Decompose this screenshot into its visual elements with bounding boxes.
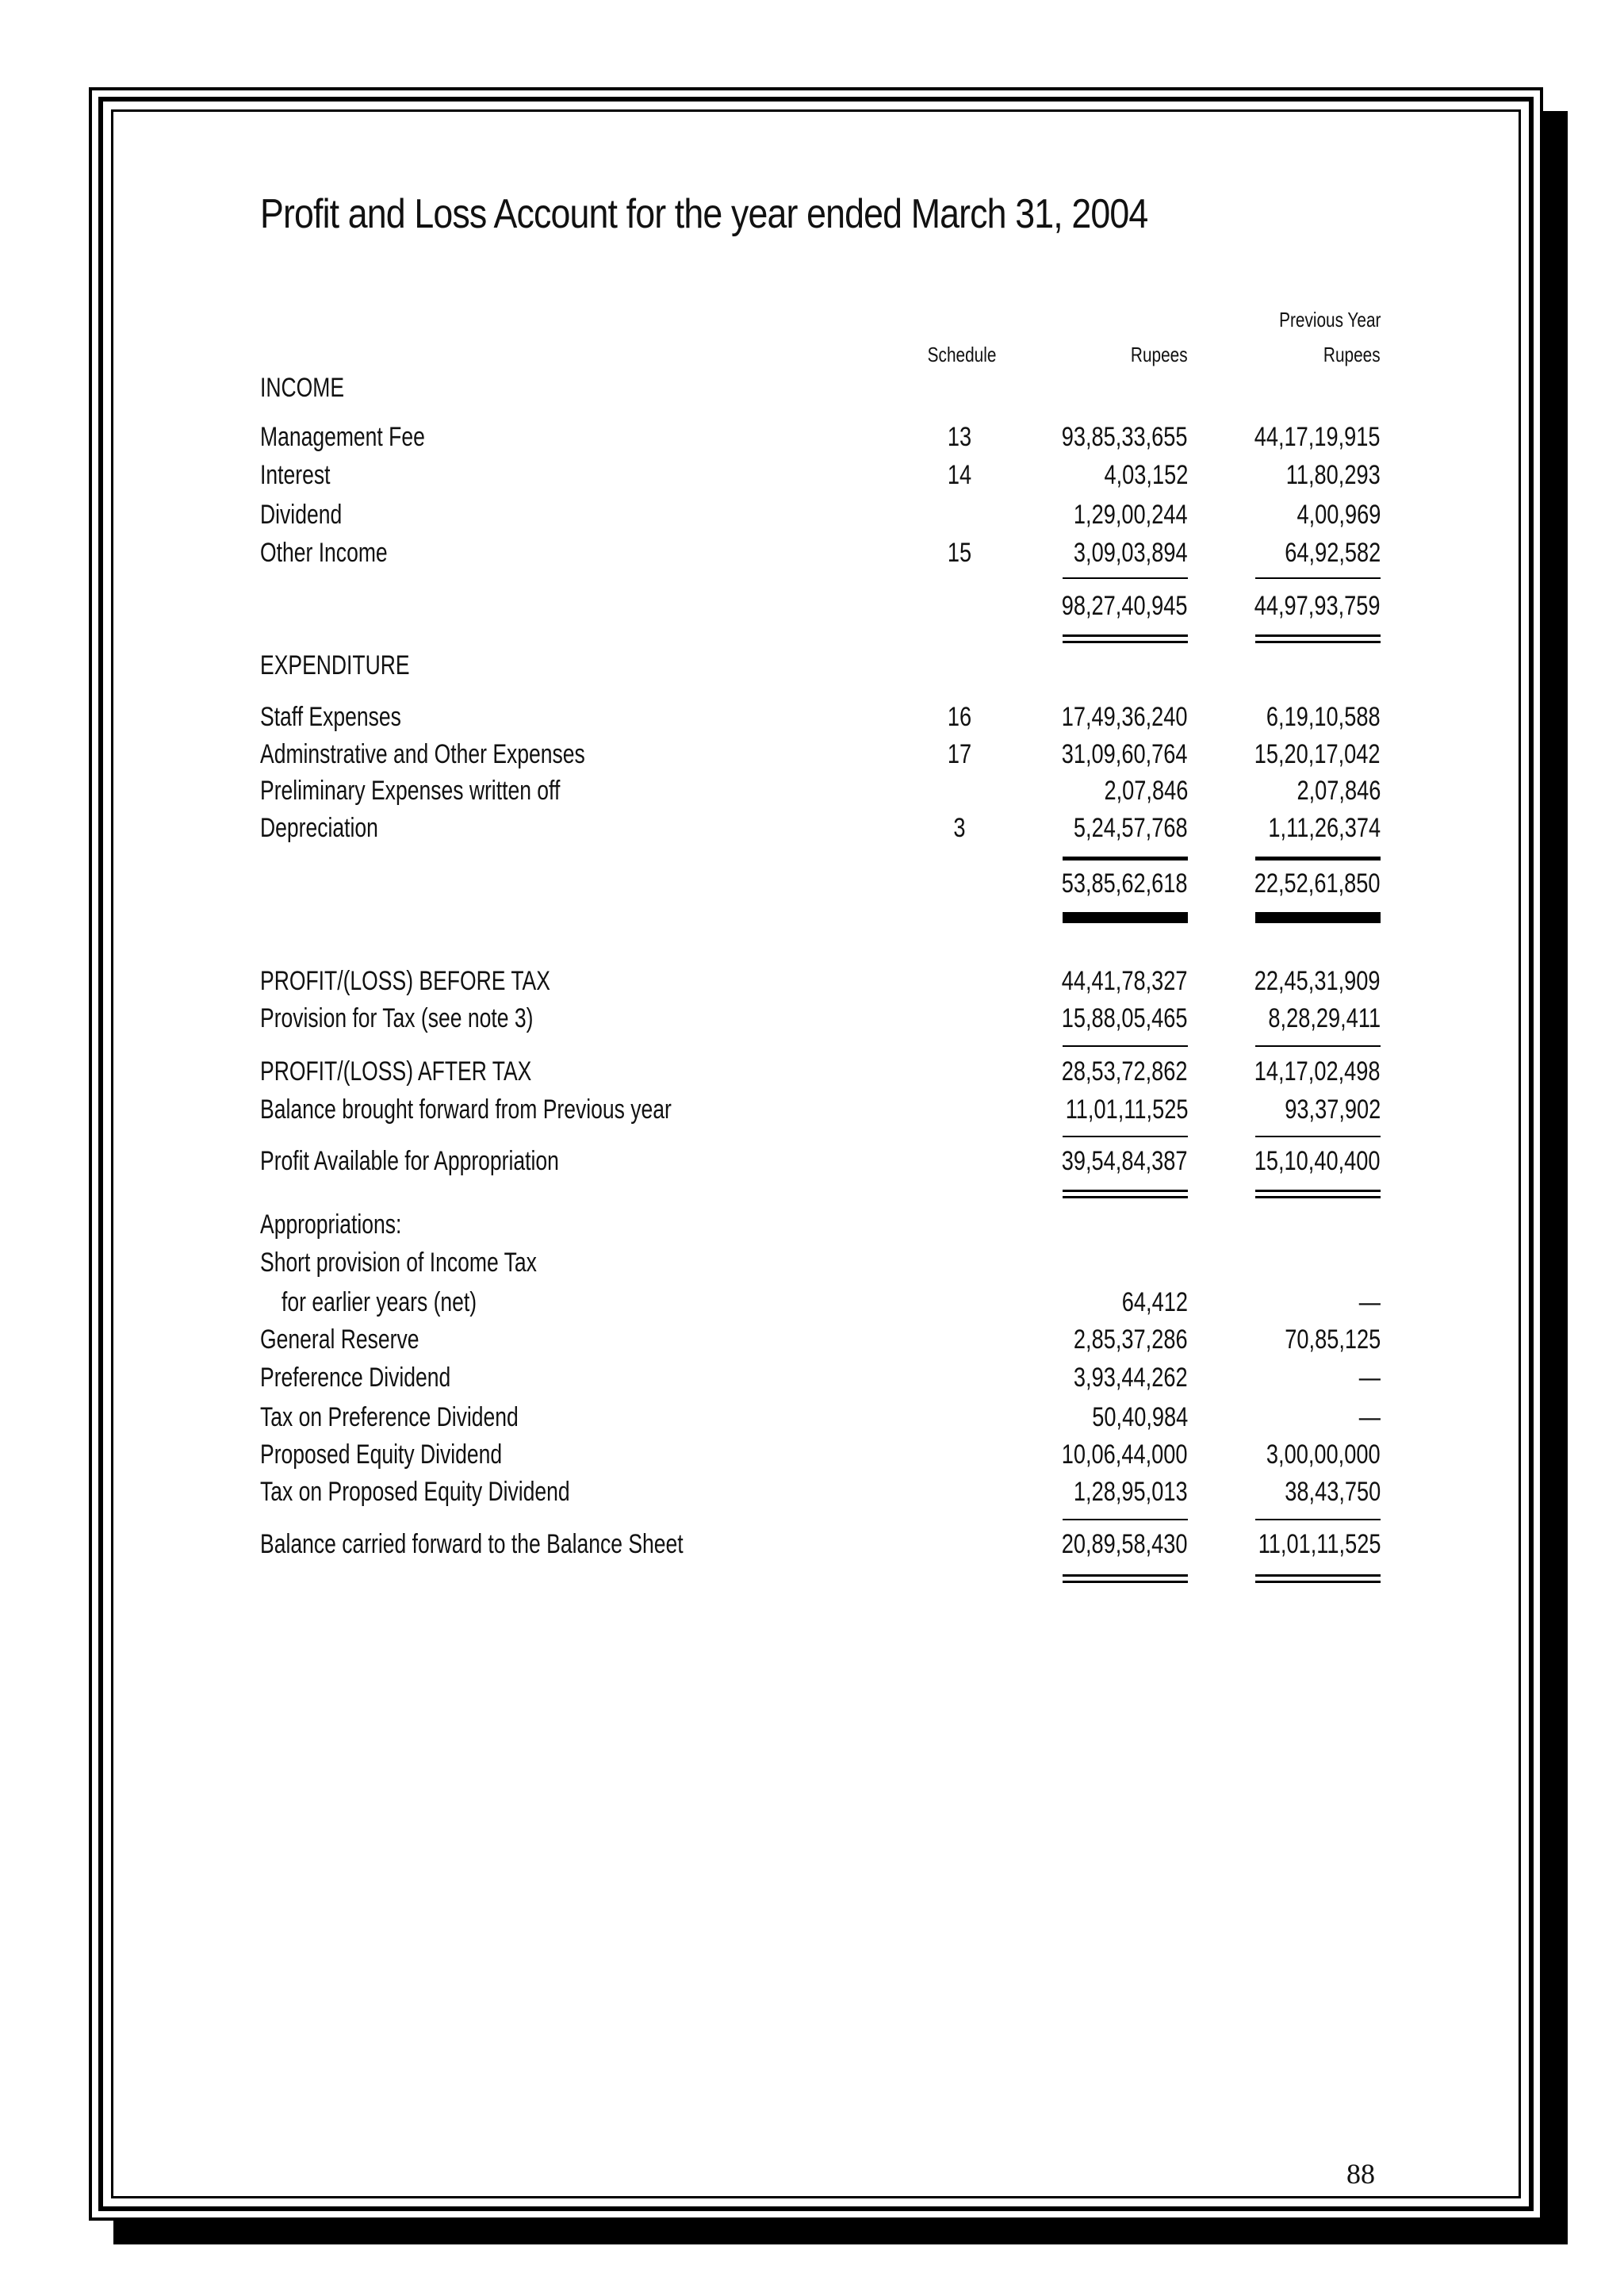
statement-title: Profit and Loss Account for the year ended March 31, 2004: [260, 191, 1148, 237]
expenditure-heading: [0, 650, 1624, 687]
table-row: [0, 1477, 1624, 1513]
col-header-previous-rupees: Rupees: [1323, 343, 1381, 366]
table-row: [0, 813, 1624, 849]
row-previous: 70,85,125: [1284, 1324, 1381, 1355]
row-label: Tax on Proposed Equity Dividend: [260, 1477, 570, 1507]
row-label: General Reserve: [260, 1324, 419, 1355]
table-row: [0, 1287, 1624, 1324]
balance-carried-row: [0, 1529, 1624, 1566]
row-label: Profit Available for Appropriation: [260, 1146, 559, 1176]
rule-line: [1063, 1045, 1188, 1047]
row-current: 20,89,58,430: [1062, 1529, 1188, 1559]
row-label: Tax on Preference Dividend: [260, 1402, 519, 1432]
section-heading: INCOME: [260, 373, 345, 403]
page-number: 88: [1346, 2158, 1375, 2190]
row-label: Dividend: [260, 500, 343, 530]
row-current: 44,41,78,327: [1062, 966, 1188, 996]
row-current: 64,412: [1121, 1287, 1188, 1317]
income-heading: [0, 373, 1624, 409]
total-previous: 22,52,61,850: [1254, 868, 1381, 899]
row-current: 3,93,44,262: [1074, 1363, 1188, 1393]
row-label: Balance carried forward to the Balance Sheet: [260, 1529, 684, 1559]
row-label: Depreciation: [260, 813, 378, 843]
appropriations-heading: [0, 1209, 1624, 1246]
table-row: [0, 1439, 1624, 1476]
thick-rule-line: [1255, 912, 1381, 923]
row-previous: 44,17,19,915: [1254, 422, 1381, 452]
rule-line: [1063, 577, 1188, 579]
row-previous: 1,11,26,374: [1268, 813, 1381, 843]
double-rule-line: [1063, 1196, 1188, 1198]
row-current: 5,24,57,768: [1074, 813, 1188, 843]
row-previous: 15,20,17,042: [1254, 739, 1381, 769]
row-current: 93,85,33,655: [1062, 422, 1188, 452]
row-previous: —: [1358, 1402, 1381, 1432]
double-rule-line: [1063, 641, 1188, 643]
row-schedule: 15: [947, 538, 972, 568]
row-previous: 38,43,750: [1284, 1477, 1381, 1507]
double-rule-line: [1255, 634, 1381, 637]
row-previous: 11,01,11,525: [1258, 1529, 1381, 1559]
table-row: [0, 1363, 1624, 1399]
table-row: [0, 1402, 1624, 1439]
income-total-row: [0, 591, 1624, 627]
table-row: [0, 702, 1624, 738]
row-previous: 22,45,31,909: [1254, 966, 1381, 996]
rule-line: [1255, 577, 1381, 579]
row-current: 2,07,846: [1104, 776, 1188, 806]
row-previous: 3,00,00,000: [1266, 1439, 1381, 1470]
row-previous: 8,28,29,411: [1268, 1003, 1381, 1033]
row-current: 15,88,05,465: [1062, 1003, 1188, 1033]
row-previous: 4,00,969: [1297, 500, 1381, 530]
row-label: Preference Dividend: [260, 1363, 451, 1393]
row-label: Adminstrative and Other Expenses: [260, 739, 585, 769]
table-row: [0, 739, 1624, 776]
rule-line: [1255, 1519, 1381, 1520]
row-label: Proposed Equity Dividend: [260, 1439, 503, 1470]
row-schedule: 16: [947, 702, 972, 732]
table-row: [0, 776, 1624, 812]
double-rule-line: [1255, 641, 1381, 643]
row-label: Provision for Tax (see note 3): [260, 1003, 534, 1033]
expenditure-total-row: [0, 868, 1624, 905]
section-heading: EXPENDITURE: [260, 650, 410, 680]
row-previous: —: [1358, 1363, 1381, 1393]
double-rule-line: [1063, 1190, 1188, 1192]
rule-line: [1063, 1136, 1188, 1137]
col-header-schedule: Schedule: [927, 343, 996, 366]
row-label: Staff Expenses: [260, 702, 401, 732]
row-schedule: 17: [947, 739, 972, 769]
row-schedule: 14: [947, 460, 972, 490]
row-current: 39,54,84,387: [1062, 1146, 1188, 1176]
total-previous: 44,97,93,759: [1254, 591, 1381, 621]
row-previous: 64,92,582: [1284, 538, 1381, 568]
double-rule-line: [1063, 1574, 1188, 1577]
short-provision-row: [0, 1248, 1624, 1284]
profit-available-row: [0, 1146, 1624, 1182]
row-current: 1,29,00,244: [1074, 500, 1188, 530]
profit-before-tax-row: [0, 966, 1624, 1002]
row-label: PROFIT/(LOSS) BEFORE TAX: [260, 966, 550, 996]
row-label: Interest: [260, 460, 331, 490]
total-current: 53,85,62,618: [1062, 868, 1188, 899]
row-previous: 14,17,02,498: [1254, 1056, 1381, 1087]
row-previous: 2,07,846: [1297, 776, 1381, 806]
row-previous: 11,80,293: [1286, 460, 1381, 490]
thick-rule-line: [1063, 912, 1188, 923]
row-current: 50,40,984: [1091, 1402, 1188, 1432]
row-label: Preliminary Expenses written off: [260, 776, 561, 806]
row-current: 17,49,36,240: [1062, 702, 1188, 732]
row-current: 28,53,72,862: [1062, 1056, 1188, 1087]
col-header-previous-year: Previous Year: [1278, 308, 1381, 332]
total-current: 98,27,40,945: [1062, 591, 1188, 621]
row-previous: 93,37,902: [1284, 1094, 1381, 1125]
row-label: for earlier years (net): [282, 1287, 477, 1317]
row-previous: 15,10,40,400: [1254, 1146, 1381, 1176]
row-previous: 6,19,10,588: [1266, 702, 1381, 732]
double-rule-line: [1255, 1190, 1381, 1192]
double-rule-line: [1255, 1581, 1381, 1583]
row-current: 4,03,152: [1104, 460, 1188, 490]
row-current: 1,28,95,013: [1074, 1477, 1188, 1507]
row-current: 3,09,03,894: [1074, 538, 1188, 568]
table-row: [0, 460, 1624, 496]
table-row: [0, 500, 1624, 536]
rule-line: [1063, 1519, 1188, 1520]
row-previous: —: [1358, 1287, 1381, 1317]
brought-forward-row: [0, 1094, 1624, 1131]
table-row: [0, 538, 1624, 574]
row-current: 11,01,11,525: [1065, 1094, 1188, 1125]
col-header-rupees: Rupees: [1131, 343, 1188, 366]
double-rule-line: [1063, 634, 1188, 637]
row-current: 10,06,44,000: [1062, 1439, 1188, 1470]
double-rule-line: [1255, 1574, 1381, 1577]
rule-line: [1255, 1045, 1381, 1047]
section-heading: Appropriations:: [260, 1209, 402, 1240]
row-label: Balance brought forward from Previous year: [260, 1094, 672, 1125]
double-rule-line: [1255, 1196, 1381, 1198]
table-row: [0, 422, 1624, 458]
profit-after-tax-row: [0, 1056, 1624, 1093]
rule-line: [1255, 857, 1381, 861]
double-rule-line: [1063, 1581, 1188, 1583]
row-label: Management Fee: [260, 422, 425, 452]
rule-line: [1063, 857, 1188, 861]
row-label: Short provision of Income Tax: [260, 1248, 537, 1278]
row-current: 2,85,37,286: [1074, 1324, 1188, 1355]
table-row: [0, 1324, 1624, 1361]
row-schedule: 13: [947, 422, 972, 452]
row-label: Other Income: [260, 538, 388, 568]
provision-tax-row: [0, 1003, 1624, 1040]
rule-line: [1255, 1136, 1381, 1137]
row-label: PROFIT/(LOSS) AFTER TAX: [260, 1056, 532, 1087]
row-current: 31,09,60,764: [1062, 739, 1188, 769]
row-schedule: 3: [953, 813, 966, 843]
